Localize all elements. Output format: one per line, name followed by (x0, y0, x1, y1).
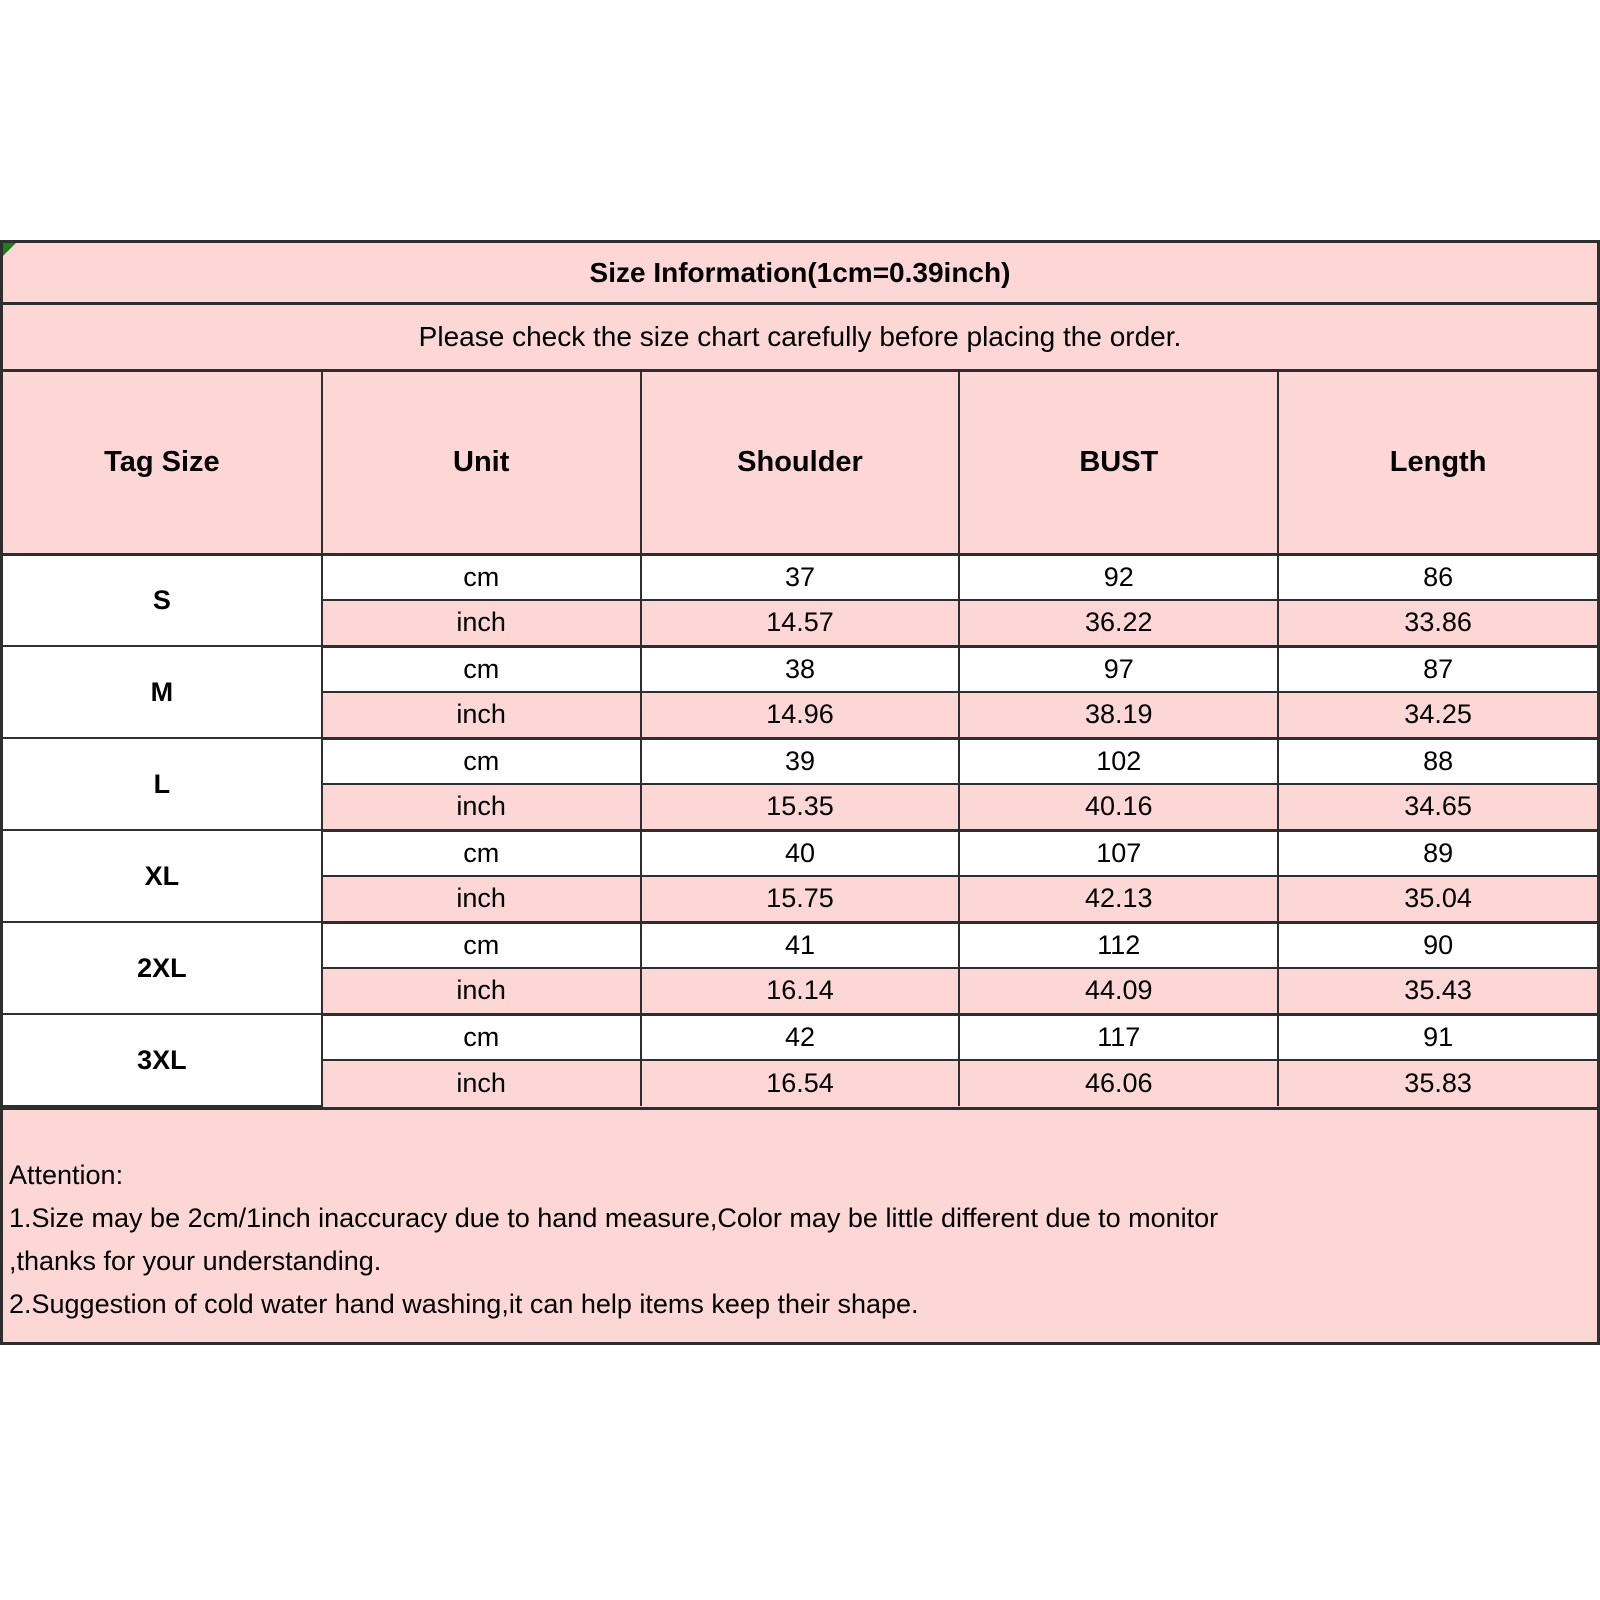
unit-label-inch: inch (322, 692, 641, 738)
unit-label-inch: inch (322, 968, 641, 1014)
unit-label-cm: cm (322, 554, 641, 600)
cell-xl-shoulder-cm: 40 (641, 830, 960, 876)
attention-line-1-cont: ,thanks for your understanding. (9, 1246, 382, 1276)
green-corner-marker-icon (3, 243, 16, 256)
cell-2xl-shoulder-cm: 41 (641, 922, 960, 968)
table-row-l-cm (3, 738, 1597, 784)
cell-3xl-length-inch: 35.83 (1278, 1060, 1597, 1106)
cell-m-length-cm: 87 (1278, 646, 1597, 692)
cell-3xl-bust-cm: 117 (959, 1014, 1278, 1060)
cell-m-bust-inch: 38.19 (959, 692, 1278, 738)
attention-note (3, 1107, 1597, 1342)
unit-label-inch: inch (322, 600, 641, 646)
cell-l-shoulder-inch: 15.35 (641, 784, 960, 830)
cell-2xl-bust-inch: 44.09 (959, 968, 1278, 1014)
cell-xl-shoulder-inch: 15.75 (641, 876, 960, 922)
cell-l-bust-inch: 40.16 (959, 784, 1278, 830)
unit-label-inch: inch (322, 876, 641, 922)
table-row-3xl-cm (3, 1014, 1597, 1060)
size-tag-2xl: 2XL (3, 922, 322, 1014)
size-chart-subtitle: Please check the size chart carefully before placing the order. (3, 305, 1597, 372)
cell-s-shoulder-inch: 14.57 (641, 600, 960, 646)
table-row-m-cm (3, 646, 1597, 692)
cell-xl-length-cm: 89 (1278, 830, 1597, 876)
unit-label-cm: cm (322, 830, 641, 876)
cell-s-length-inch: 33.86 (1278, 600, 1597, 646)
column-header-bust: BUST (959, 372, 1278, 554)
cell-s-bust-inch: 36.22 (959, 600, 1278, 646)
column-header-length: Length (1278, 372, 1597, 554)
cell-s-bust-cm: 92 (959, 554, 1278, 600)
cell-m-shoulder-inch: 14.96 (641, 692, 960, 738)
cell-m-length-inch: 34.25 (1278, 692, 1597, 738)
unit-label-inch: inch (322, 1060, 641, 1106)
cell-l-bust-cm: 102 (959, 738, 1278, 784)
cell-3xl-shoulder-inch: 16.54 (641, 1060, 960, 1106)
table-row-s-cm (3, 554, 1597, 600)
size-table (3, 372, 1597, 1107)
size-tag-xl: XL (3, 830, 322, 922)
cell-2xl-length-inch: 35.43 (1278, 968, 1597, 1014)
table-row-2xl-cm (3, 922, 1597, 968)
cell-l-shoulder-cm: 39 (641, 738, 960, 784)
header-row (3, 372, 1597, 554)
unit-label-cm: cm (322, 646, 641, 692)
cell-l-length-cm: 88 (1278, 738, 1597, 784)
column-header-shoulder: Shoulder (641, 372, 960, 554)
unit-label-inch: inch (322, 784, 641, 830)
attention-line-2: 2.Suggestion of cold water hand washing,it can help items keep their shape. (9, 1289, 919, 1319)
cell-m-shoulder-cm: 38 (641, 646, 960, 692)
size-chart-panel (0, 240, 1600, 1345)
attention-line-1: 1.Size may be 2cm/1inch inaccuracy due to hand measure,Color may be little different due to monitor (9, 1203, 1219, 1233)
size-tag-m: M (3, 646, 322, 738)
cell-s-shoulder-cm: 37 (641, 554, 960, 600)
column-header-unit: Unit (322, 372, 641, 554)
cell-3xl-shoulder-cm: 42 (641, 1014, 960, 1060)
column-header-tag-size: Tag Size (3, 372, 322, 554)
size-tag-l: L (3, 738, 322, 830)
unit-label-cm: cm (322, 922, 641, 968)
table-row-xl-cm (3, 830, 1597, 876)
cell-3xl-length-cm: 91 (1278, 1014, 1597, 1060)
cell-xl-length-inch: 35.04 (1278, 876, 1597, 922)
unit-label-cm: cm (322, 738, 641, 784)
cell-xl-bust-cm: 107 (959, 830, 1278, 876)
cell-2xl-bust-cm: 112 (959, 922, 1278, 968)
cell-s-length-cm: 86 (1278, 554, 1597, 600)
cell-xl-bust-inch: 42.13 (959, 876, 1278, 922)
size-tag-3xl: 3XL (3, 1014, 322, 1106)
cell-l-length-inch: 34.65 (1278, 784, 1597, 830)
cell-3xl-bust-inch: 46.06 (959, 1060, 1278, 1106)
unit-label-cm: cm (322, 1014, 641, 1060)
cell-m-bust-cm: 97 (959, 646, 1278, 692)
size-chart-title: Size Information(1cm=0.39inch) (3, 243, 1597, 305)
size-tag-s: S (3, 554, 322, 646)
cell-2xl-length-cm: 90 (1278, 922, 1597, 968)
cell-2xl-shoulder-inch: 16.14 (641, 968, 960, 1014)
attention-heading: Attention: (9, 1160, 124, 1190)
